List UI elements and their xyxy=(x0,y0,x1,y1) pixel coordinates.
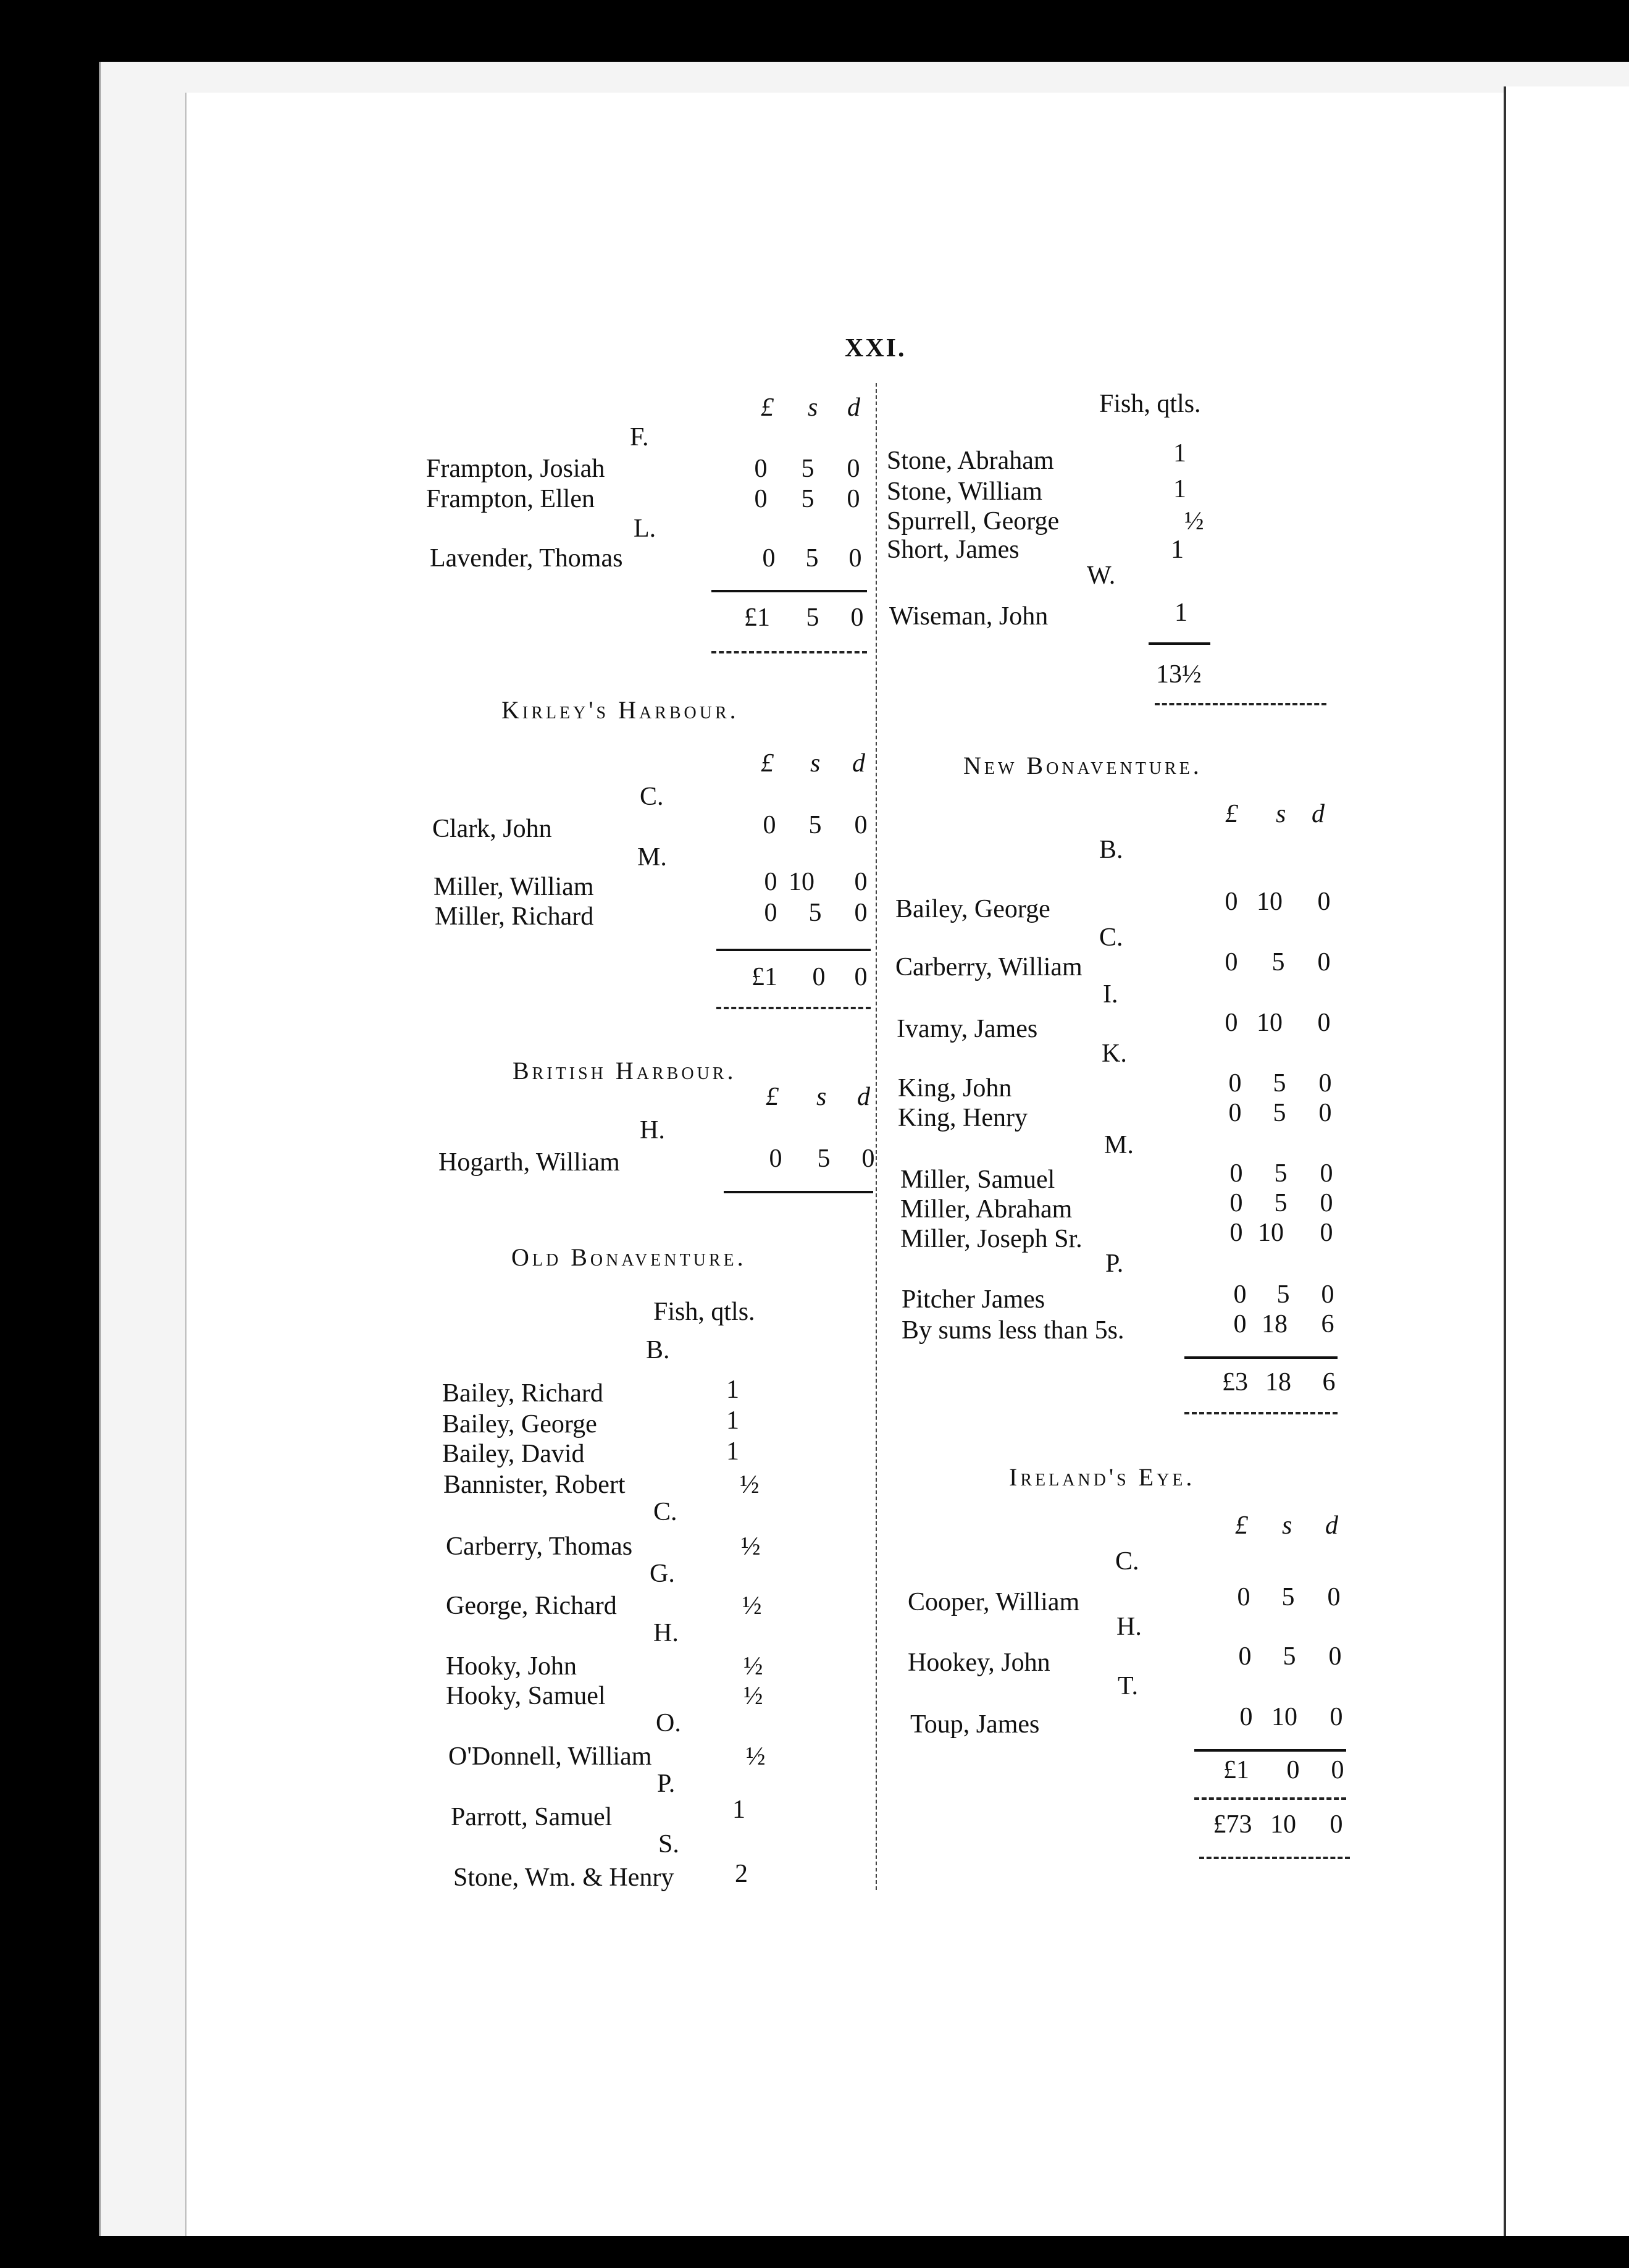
section-letter: W. xyxy=(1087,561,1116,590)
entry-pence: 0 xyxy=(1320,1159,1333,1188)
entry-name: Miller, William xyxy=(433,873,594,901)
section-title: British Harbour. xyxy=(513,1057,737,1085)
entry-pounds: 0 xyxy=(1225,888,1238,916)
entry-name: Bailey, David xyxy=(442,1440,585,1468)
section-letter: C. xyxy=(640,783,664,811)
grand-total-pounds: £73 xyxy=(1213,1810,1252,1839)
entry-shillings: 10 xyxy=(1271,1703,1297,1731)
header-shilling: s xyxy=(810,749,821,778)
entry-name: Hooky, John xyxy=(446,1652,577,1681)
entry-pounds: 0 xyxy=(1228,1069,1242,1098)
entry-pounds: 0 xyxy=(763,811,776,839)
entry-shillings: 5 xyxy=(1273,1069,1286,1098)
entry-quantity: ½ xyxy=(743,1682,763,1710)
total-pence: 0 xyxy=(854,963,868,991)
entry-pence: 0 xyxy=(1318,1099,1332,1127)
entry-quantity: 1 xyxy=(726,1406,739,1435)
header-pence: d xyxy=(852,749,865,778)
entry-pounds: 0 xyxy=(764,868,777,896)
section-letter: L. xyxy=(634,514,656,543)
subtotal-rule xyxy=(1194,1749,1346,1752)
total-pence: 0 xyxy=(850,603,864,632)
entry-pounds: 0 xyxy=(1237,1583,1250,1611)
entry-quantity: ½ xyxy=(746,1742,766,1771)
entry-name: King, Henry xyxy=(898,1104,1028,1132)
entry-pounds: 0 xyxy=(764,899,777,927)
entry-pence: 0 xyxy=(1328,1642,1342,1671)
header-pence: d xyxy=(1325,1511,1338,1540)
entry-pounds: 0 xyxy=(769,1144,782,1173)
total-rule xyxy=(716,1007,871,1009)
header-fish: Fish, qtls. xyxy=(1099,390,1201,418)
header-pence: d xyxy=(1312,800,1325,828)
header-pence: d xyxy=(847,393,860,422)
total-shillings: 0 xyxy=(1286,1756,1300,1784)
column-divider xyxy=(876,383,877,1890)
total-shillings: 18 xyxy=(1265,1368,1291,1396)
grand-total-pence: 0 xyxy=(1330,1810,1343,1839)
section-letter: O. xyxy=(656,1709,681,1737)
entry-name: Bannister, Robert xyxy=(443,1471,626,1499)
entry-pence: 0 xyxy=(1317,1009,1331,1037)
entry-shillings: 10 xyxy=(1257,1009,1283,1037)
entry-shillings: 10 xyxy=(789,868,814,896)
entry-shillings: 5 xyxy=(801,485,814,513)
grand-total-shillings: 10 xyxy=(1270,1810,1296,1839)
entry-name: Hogarth, William xyxy=(438,1148,620,1177)
subtotal-rule xyxy=(1184,1356,1338,1359)
entry-pence: 0 xyxy=(861,1144,875,1173)
entry-pence: 0 xyxy=(847,485,860,513)
entry-shillings: 5 xyxy=(1271,948,1285,976)
section-title: New Bonaventure. xyxy=(963,752,1202,779)
total-pounds: £1 xyxy=(752,963,777,991)
entry-name: Short, James xyxy=(887,536,1020,564)
total-rule xyxy=(711,651,867,653)
entry-shillings: 10 xyxy=(1258,1219,1284,1247)
entry-pence: 0 xyxy=(1318,1069,1332,1098)
entry-quantity: 1 xyxy=(726,1376,739,1404)
entry-quantity: 1 xyxy=(1173,439,1186,468)
entry-pence: 0 xyxy=(1317,888,1331,916)
section-letter: G. xyxy=(650,1560,675,1588)
header-shilling: s xyxy=(808,393,818,422)
entry-name: Cooper, William xyxy=(908,1588,1080,1616)
entry-quantity: ½ xyxy=(742,1592,762,1620)
entry-pounds: 0 xyxy=(1225,1009,1238,1037)
section-letter: P. xyxy=(657,1770,676,1798)
total-quantity: 13½ xyxy=(1156,660,1202,689)
total-rule xyxy=(724,1191,873,1193)
entry-name: King, John xyxy=(898,1074,1012,1102)
entry-name: Miller, Joseph Sr. xyxy=(900,1225,1083,1253)
entry-quantity: 1 xyxy=(1175,598,1187,627)
entry-shillings: 5 xyxy=(1281,1583,1295,1611)
entry-pounds: 0 xyxy=(1228,1099,1242,1127)
header-shilling: s xyxy=(1276,800,1286,828)
entry-shillings: 5 xyxy=(1273,1099,1286,1127)
entry-name: George, Richard xyxy=(446,1592,617,1620)
total-rule xyxy=(1199,1857,1350,1859)
entry-shillings: 18 xyxy=(1262,1310,1288,1338)
entry-pence: 0 xyxy=(854,899,868,927)
entry-shillings: 5 xyxy=(808,811,822,839)
entry-quantity: ½ xyxy=(743,1652,763,1681)
section-title: Ireland's Eye. xyxy=(1009,1463,1196,1491)
entry-quantity: ½ xyxy=(741,1532,761,1561)
section-letter: C. xyxy=(653,1498,677,1526)
entry-name: O'Donnell, William xyxy=(448,1742,652,1771)
entry-pounds: 0 xyxy=(754,485,768,513)
entry-pounds: 0 xyxy=(1239,1703,1253,1731)
entry-quantity: ½ xyxy=(1184,507,1204,536)
entry-shillings: 5 xyxy=(805,544,819,573)
entry-pounds: 0 xyxy=(1238,1642,1252,1671)
section-letter: F. xyxy=(630,423,649,452)
entry-name: Stone, William xyxy=(887,477,1042,506)
total-shillings: 0 xyxy=(812,963,826,991)
section-letter: B. xyxy=(646,1336,670,1364)
section-letter: B. xyxy=(1099,836,1123,864)
entry-name: By sums less than 5s. xyxy=(902,1316,1124,1345)
section-letter: H. xyxy=(653,1619,679,1647)
entry-shillings: 5 xyxy=(1274,1159,1288,1188)
entry-name: Lavender, Thomas xyxy=(430,544,623,573)
entry-name: Clark, John xyxy=(432,815,552,843)
entry-quantity: 1 xyxy=(1171,536,1184,564)
entry-quantity: 1 xyxy=(1173,475,1186,503)
section-letter: H. xyxy=(640,1116,665,1144)
entry-pence: 0 xyxy=(1330,1703,1343,1731)
entry-shillings: 5 xyxy=(817,1144,831,1173)
document-page xyxy=(185,93,1625,2236)
entry-name: Frampton, Josiah xyxy=(426,455,605,483)
entry-name: Miller, Samuel xyxy=(900,1166,1055,1194)
total-pence: 6 xyxy=(1322,1368,1336,1396)
page-number: XXI. xyxy=(845,334,907,363)
entry-name: Miller, Abraham xyxy=(900,1195,1073,1224)
entry-name: Hooky, Samuel xyxy=(446,1682,606,1710)
entry-name: Stone, Wm. & Henry xyxy=(453,1863,674,1892)
entry-shillings: 5 xyxy=(1274,1189,1288,1217)
entry-name: Bailey, George xyxy=(442,1410,597,1438)
total-rule xyxy=(1155,703,1326,705)
section-letter: M. xyxy=(637,843,667,872)
subtotal-rule xyxy=(1149,642,1210,645)
entry-quantity: 2 xyxy=(735,1860,748,1888)
entry-pence: 0 xyxy=(1321,1280,1334,1309)
entry-name: Carberry, William xyxy=(895,953,1083,981)
entry-name: Frampton, Ellen xyxy=(426,485,595,513)
header-pound: £ xyxy=(766,1083,779,1111)
subtotal-rule xyxy=(711,590,867,592)
section-letter: H. xyxy=(1116,1613,1142,1641)
total-pounds: £3 xyxy=(1222,1368,1248,1396)
entry-quantity: 1 xyxy=(726,1437,739,1466)
entry-pence: 0 xyxy=(1320,1189,1333,1217)
entry-pounds: 0 xyxy=(762,544,776,573)
header-pence: d xyxy=(857,1083,870,1111)
entry-pence: 6 xyxy=(1321,1310,1334,1338)
entry-name: Miller, Richard xyxy=(435,902,594,931)
entry-quantity: 1 xyxy=(732,1796,745,1824)
section-title: Old Bonaventure. xyxy=(511,1243,747,1271)
section-letter: T. xyxy=(1118,1672,1139,1700)
header-pound: £ xyxy=(1235,1511,1248,1540)
entry-shillings: 5 xyxy=(808,899,822,927)
section-letter: M. xyxy=(1104,1131,1134,1159)
header-pound: £ xyxy=(1225,800,1238,828)
total-pounds: £1 xyxy=(1223,1756,1249,1784)
entry-pence: 0 xyxy=(854,811,868,839)
section-letter: S. xyxy=(658,1830,679,1858)
facing-page-edge xyxy=(1504,86,1629,2236)
header-shilling: s xyxy=(816,1083,827,1111)
entry-shillings: 5 xyxy=(1283,1642,1296,1671)
header-shilling: s xyxy=(1282,1511,1292,1540)
entry-pence: 0 xyxy=(1327,1583,1341,1611)
entry-quantity: ½ xyxy=(740,1471,760,1499)
entry-pence: 0 xyxy=(1317,948,1331,976)
header-fish: Fish, qtls. xyxy=(653,1298,755,1326)
subtotal-rule xyxy=(1194,1797,1346,1800)
section-title: Kirley's Harbour. xyxy=(501,696,739,724)
entry-name: Ivamy, James xyxy=(897,1015,1038,1043)
entry-name: Pitcher James xyxy=(902,1285,1045,1314)
total-shillings: 5 xyxy=(806,603,819,632)
section-letter: I. xyxy=(1103,980,1118,1009)
entry-pence: 0 xyxy=(854,868,868,896)
section-letter: P. xyxy=(1105,1250,1124,1278)
entry-name: Wiseman, John xyxy=(889,602,1049,631)
entry-shillings: 10 xyxy=(1257,888,1283,916)
entry-pounds: 0 xyxy=(754,455,768,483)
entry-pounds: 0 xyxy=(1233,1310,1247,1338)
entry-pence: 0 xyxy=(847,455,860,483)
entry-shillings: 5 xyxy=(1276,1280,1290,1309)
header-pound: £ xyxy=(761,393,774,422)
section-letter: C. xyxy=(1099,923,1123,952)
entry-name: Stone, Abraham xyxy=(887,447,1054,475)
entry-pounds: 0 xyxy=(1229,1159,1243,1188)
entry-name: Bailey, Richard xyxy=(442,1379,603,1408)
entry-shillings: 5 xyxy=(801,455,814,483)
section-letter: K. xyxy=(1102,1040,1127,1068)
entry-pence: 0 xyxy=(1320,1219,1333,1247)
total-pence: 0 xyxy=(1331,1756,1344,1784)
total-rule xyxy=(1184,1412,1338,1414)
entry-pounds: 0 xyxy=(1233,1280,1247,1309)
entry-name: Bailey, George xyxy=(895,895,1050,923)
entry-pounds: 0 xyxy=(1229,1219,1243,1247)
subtotal-rule xyxy=(716,949,871,951)
entry-name: Parrott, Samuel xyxy=(451,1803,613,1831)
entry-name: Toup, James xyxy=(910,1710,1040,1739)
entry-name: Hookey, John xyxy=(908,1648,1050,1677)
section-letter: C. xyxy=(1115,1547,1139,1576)
entry-name: Carberry, Thomas xyxy=(446,1532,633,1561)
header-pound: £ xyxy=(761,749,774,778)
entry-name: Spurrell, George xyxy=(887,507,1060,536)
total-pounds: £1 xyxy=(744,603,770,632)
entry-pounds: 0 xyxy=(1229,1189,1243,1217)
entry-pounds: 0 xyxy=(1225,948,1238,976)
entry-pence: 0 xyxy=(848,544,862,573)
